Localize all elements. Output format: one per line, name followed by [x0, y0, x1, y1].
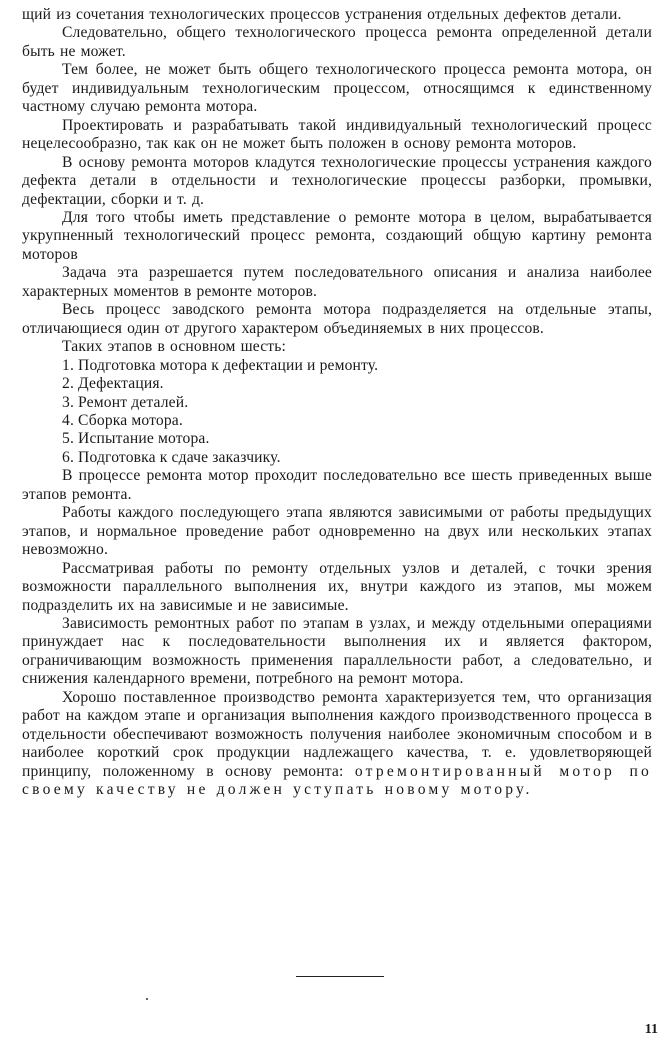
list-item: 6. Подготовка к сдаче заказчику. [62, 448, 281, 466]
final-paragraph [22, 689, 652, 800]
paragraph: В процессе ремонта мотор проходит последовательно все шесть приведенных выше этапов ремонта. [22, 467, 652, 503]
paragraph: Таких этапов в основном шесть: [62, 338, 286, 356]
paragraph: Задача эта разрешается путем последовательного описания и анализа наиболее характерных моментов в ремонте моторов. [22, 264, 652, 300]
repair-stages-list [22, 357, 652, 468]
paragraph: Проектировать и разрабатывать такой индивидуальный технологический процесс нецелесообразно, так как он не может быть положен в основу ремонта моторов. [22, 116, 652, 153]
paragraph: Весь процесс заводского ремонта мотора подразделяется на отдельные этапы, отличающиеся один от другого характером объединяемых в них процессов. [22, 301, 652, 337]
final-paragraph-lead: Хорошо поставленное производство ремонта характеризуется тем, что организация работ на каждом этапе и организация выполнения каждого производственного процесса в отдельности обеспечивают возможность получения наиболее экономичным способом и в наиболее короткий срок продукции надлежащего качества, т. е. удовлетворяющей принципу, положенному в основу ремонта: [22, 688, 652, 780]
paragraph: Следовательно, общего технологического процесса ремонта определенной детали быть не может. [22, 24, 652, 60]
final-paragraph-emphasis: отремонтированный мотор по своему качеству не должен уступать новому мотору. [22, 762, 652, 799]
page-text-block [22, 6, 652, 799]
paragraph: Рассматривая работы по ремонту отдельных узлов и деталей, с точки зрения возможности параллельного выполнения их, внутри каждого из этапов, мы можем подразделить их на зависимые и не зависимые. [22, 559, 652, 614]
paragraph: Тем более, не может быть общего технологического процесса ремонта мотора, он будет индивидуальным технологическим процессом, относящимся к единственному частному случаю ремонта мотора. [22, 61, 652, 116]
list-item: 4. Сборка мотора. [62, 411, 183, 429]
list-item: 5. Испытание мотора. [62, 430, 210, 448]
paragraph-continuation: щий из сочетания технологических процессов устранения отдельных дефектов детали. [22, 6, 622, 23]
paragraph: Работы каждого последующего этапа являются зависимыми от работы предыдущих этапов, и нормальное проведение работ одновременно на двух или нескольких этапах невозможно. [22, 504, 652, 559]
list-item: 3. Ремонт деталей. [62, 393, 189, 411]
paragraph: Зависимость ремонтных работ по этапам в узлах, и между отдельными операциями принуждает нас к последовательности выполнения их и является фактором, ограничивающим возможность применения параллельности работ, а следовательно, и снижения календарного времени, потребного на ремонт мотора. [22, 614, 652, 688]
page-number: 11 [644, 1022, 658, 1037]
print-speck [146, 998, 148, 1000]
paragraph: В основу ремонта моторов кладутся технологические процессы устранения каждого дефекта детали в отдельности и технологические процессы разборки, промывки, дефектации, сборки и т. д. [22, 153, 652, 208]
section-divider [296, 976, 384, 977]
list-item: 1. Подготовка мотора к дефектации и ремонту. [62, 356, 379, 374]
list-item: 2. Дефектация. [62, 375, 164, 393]
paragraph: Для того чтобы иметь представление о ремонте мотора в целом, вырабатывается укрупненный технологический процесс ремонта, создающий общую картину ремонта моторов [22, 208, 652, 263]
